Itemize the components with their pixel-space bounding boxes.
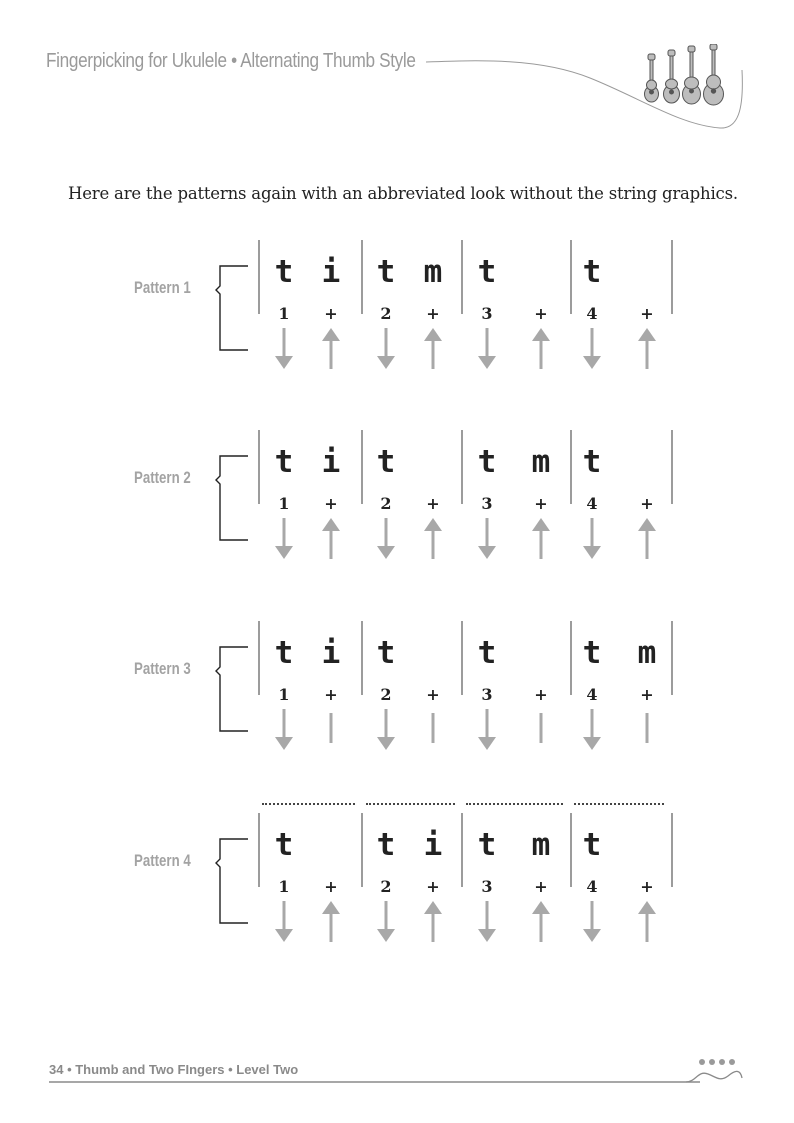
dotted-rule — [366, 803, 455, 805]
mute-bar-icon — [531, 709, 551, 757]
finger-letter: m — [531, 827, 551, 863]
beat-count: 3 — [481, 877, 493, 896]
finger-letter: m — [423, 254, 443, 290]
measure-bar-line — [461, 240, 463, 314]
pattern-label: Pattern 4 — [134, 851, 191, 870]
beat-count: + — [426, 304, 440, 323]
beat-count: 4 — [586, 494, 598, 513]
beat-count: 4 — [586, 304, 598, 323]
finger-letter: m — [637, 635, 657, 671]
up-arrow-icon — [531, 901, 551, 949]
beat-count: + — [640, 494, 654, 513]
finger-letter: t — [582, 444, 602, 480]
up-arrow-icon — [637, 901, 657, 949]
mute-bar-icon — [423, 709, 443, 757]
finger-letter: t — [376, 254, 396, 290]
down-arrow-icon — [582, 518, 602, 566]
measure-bar-line — [671, 813, 673, 887]
down-arrow-icon — [477, 901, 497, 949]
down-arrow-icon — [477, 328, 497, 376]
beat-count: 4 — [586, 685, 598, 704]
down-arrow-icon — [274, 901, 294, 949]
down-arrow-icon — [376, 709, 396, 757]
up-arrow-icon — [531, 518, 551, 566]
beat-count: + — [426, 494, 440, 513]
beat-count: 3 — [481, 494, 493, 513]
beat-count: + — [324, 304, 338, 323]
finger-letter: i — [321, 635, 341, 671]
up-arrow-icon — [637, 328, 657, 376]
measure-bar-line — [671, 621, 673, 695]
beat-count: 2 — [380, 877, 392, 896]
bracket-icon — [210, 645, 250, 735]
measure-bar-line — [258, 240, 260, 314]
pattern-row — [0, 240, 794, 410]
measure-bar-line — [461, 621, 463, 695]
finger-letter: t — [274, 254, 294, 290]
footer-text: 34 • Thumb and Two FIngers • Level Two — [49, 1062, 299, 1077]
up-arrow-icon — [321, 518, 341, 566]
beat-count: 1 — [278, 494, 290, 513]
dotted-rule — [466, 803, 563, 805]
measure-bar-line — [258, 621, 260, 695]
beat-count: 3 — [481, 304, 493, 323]
finger-letter: t — [477, 827, 497, 863]
beat-count: 3 — [481, 685, 493, 704]
up-arrow-icon — [321, 901, 341, 949]
finger-letter: t — [376, 444, 396, 480]
bracket-icon — [210, 264, 250, 354]
beat-count: 1 — [278, 685, 290, 704]
bracket-icon — [210, 454, 250, 544]
beat-count: + — [640, 877, 654, 896]
beat-count: + — [426, 877, 440, 896]
measure-bar-line — [671, 240, 673, 314]
beat-count: + — [640, 304, 654, 323]
beat-count: + — [534, 494, 548, 513]
header-title: Fingerpicking for Ukulele • Alternating Thumb Style — [46, 50, 416, 72]
up-arrow-icon — [423, 518, 443, 566]
measure-bar-line — [361, 813, 363, 887]
down-arrow-icon — [274, 709, 294, 757]
down-arrow-icon — [582, 328, 602, 376]
finger-letter: t — [376, 827, 396, 863]
beat-count: + — [534, 877, 548, 896]
beat-count: + — [534, 304, 548, 323]
finger-letter: t — [274, 827, 294, 863]
down-arrow-icon — [376, 328, 396, 376]
finger-letter: i — [423, 827, 443, 863]
beat-count: + — [534, 685, 548, 704]
beat-count: + — [426, 685, 440, 704]
mute-bar-icon — [637, 709, 657, 757]
four-dots-wave-icon — [684, 1056, 746, 1086]
up-arrow-icon — [531, 328, 551, 376]
measure-bar-line — [361, 621, 363, 695]
dotted-rule — [262, 803, 355, 805]
measure-bar-line — [258, 430, 260, 504]
dotted-rule — [574, 803, 664, 805]
finger-letter: t — [477, 254, 497, 290]
finger-letter: i — [321, 444, 341, 480]
finger-letter: i — [321, 254, 341, 290]
beat-count: + — [324, 685, 338, 704]
finger-letter: t — [477, 635, 497, 671]
down-arrow-icon — [376, 518, 396, 566]
pattern-label: Pattern 1 — [134, 278, 191, 297]
finger-letter: t — [582, 827, 602, 863]
up-arrow-icon — [637, 518, 657, 566]
measure-bar-line — [461, 813, 463, 887]
down-arrow-icon — [582, 709, 602, 757]
beat-count: 2 — [380, 304, 392, 323]
measure-bar-line — [671, 430, 673, 504]
down-arrow-icon — [274, 328, 294, 376]
down-arrow-icon — [274, 518, 294, 566]
pattern-label: Pattern 3 — [134, 659, 191, 678]
beat-count: + — [640, 685, 654, 704]
finger-letter: t — [582, 635, 602, 671]
beat-count: 4 — [586, 877, 598, 896]
beat-count: 2 — [380, 494, 392, 513]
finger-letter: m — [531, 444, 551, 480]
finger-letter: t — [477, 444, 497, 480]
beat-count: + — [324, 877, 338, 896]
finger-letter: t — [376, 635, 396, 671]
pattern-label: Pattern 2 — [134, 468, 191, 487]
mute-bar-icon — [321, 709, 341, 757]
bracket-icon — [210, 837, 250, 927]
beat-count: 2 — [380, 685, 392, 704]
finger-letter: t — [274, 635, 294, 671]
measure-bar-line — [461, 430, 463, 504]
pattern-row — [0, 621, 794, 791]
measure-bar-line — [361, 430, 363, 504]
finger-letter: t — [582, 254, 602, 290]
beat-count: + — [324, 494, 338, 513]
down-arrow-icon — [376, 901, 396, 949]
down-arrow-icon — [582, 901, 602, 949]
measure-bar-line — [258, 813, 260, 887]
beat-count: 1 — [278, 304, 290, 323]
down-arrow-icon — [477, 709, 497, 757]
pattern-row — [0, 813, 794, 983]
four-ukuleles-icon — [636, 44, 728, 110]
finger-letter: t — [274, 444, 294, 480]
up-arrow-icon — [423, 328, 443, 376]
pattern-row — [0, 430, 794, 600]
up-arrow-icon — [321, 328, 341, 376]
measure-bar-line — [361, 240, 363, 314]
up-arrow-icon — [423, 901, 443, 949]
down-arrow-icon — [477, 518, 497, 566]
footer-rule — [0, 1050, 794, 1090]
beat-count: 1 — [278, 877, 290, 896]
intro-text: Here are the patterns again with an abbreviated look without the string graphics. — [68, 184, 738, 203]
